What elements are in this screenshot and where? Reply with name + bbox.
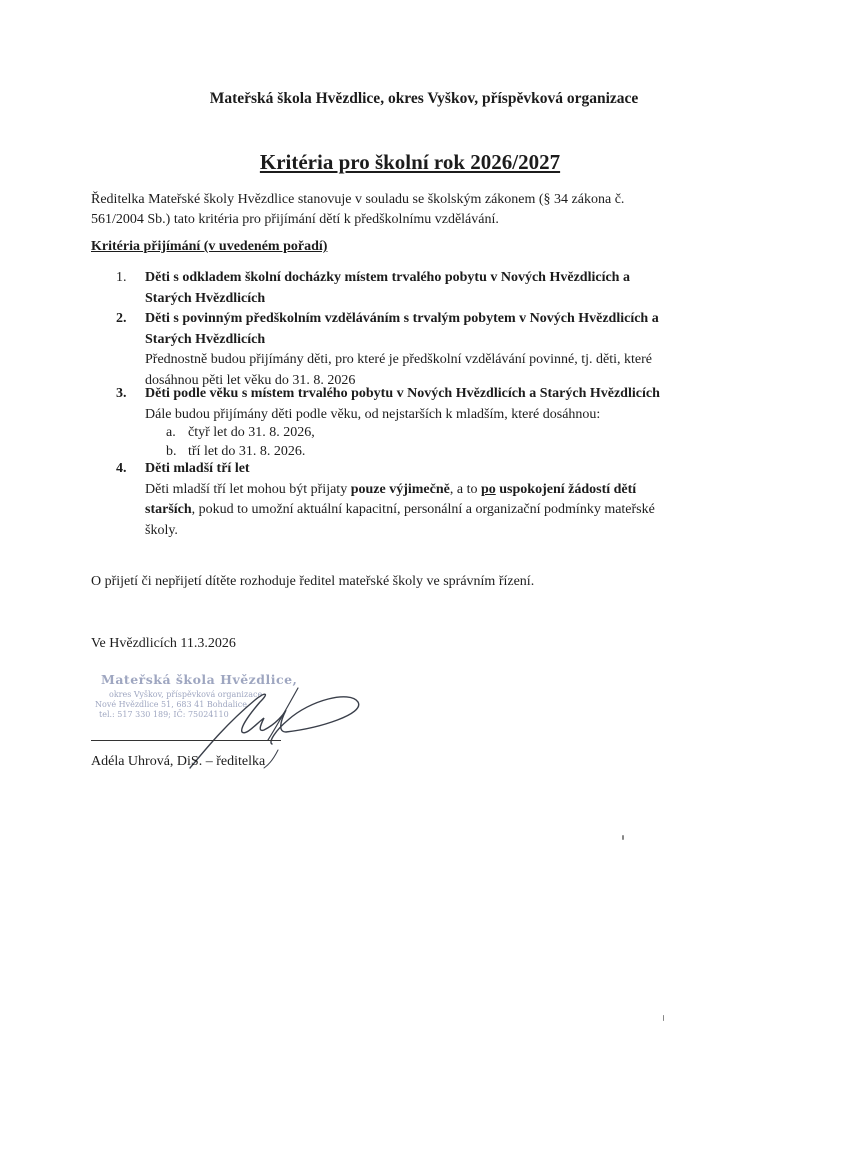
emphasis-text: uspokojení žádostí dětí [499,481,637,497]
item-title: Děti podle věku s místem trvalého pobytu v Nových Hvězdlicích a Starých Hvězdlicích [145,386,660,401]
criteria-item [145,459,655,541]
item-title: Starých Hvězdlicích [145,290,266,306]
emphasis-text: starších [145,502,192,517]
sub-item-text: tří let do 31. 8. 2026. [188,444,306,459]
date-place: Ve Hvězdlicích 11.3.2026 [91,636,236,651]
intro-paragraph [91,190,624,230]
emphasis-text: pouze výjimečně [350,481,450,497]
stamp-line: Nové Hvězdlice 51, 683 41 Bohdalice [95,700,247,709]
page-title: Kritéria pro školní rok 2026/2027 [259,150,561,174]
intro-line: Ředitelka Mateřské školy Hvězdlice stanovuje v souladu se školským zákonem (§ 34 zákona č. [91,192,625,207]
text-run: Děti mladší tří let mohou být přijaty [145,481,351,497]
item-number: 3. [116,386,127,401]
signer-name: Adéla Uhrová, DiS. – ředitelka [91,754,266,769]
item-title: Děti s odkladem školní docházky místem trvalého pobytu v Nových Hvězdlicích a [145,270,630,285]
school-name: Mateřská škola Hvězdlice, okres Vyškov, příspěvková organizace [209,90,639,107]
criteria-item [145,309,659,391]
item-text: dosáhnou pěti let věku do 31. 8. 2026 [145,372,356,388]
item-text: Přednostně budou přijímány děti, pro které je předškolní vzdělávání povinné, tj. děti, které [145,352,652,367]
item-number: 1. [116,270,127,285]
item-text [145,480,655,501]
scan-speck [663,1015,664,1021]
criteria-heading: Kritéria přijímání (v uvedeném pořadí) [91,239,328,254]
item-number: 4. [116,461,127,476]
item-number: 2. [116,311,127,326]
item-text: Dále budou přijímány děti podle věku, od nejstarších k mladším, které dosáhnou: [145,406,601,422]
intro-line: 561/2004 Sb.) tato kritéria pro přijímání dětí k předškolnímu vzdělávání. [91,212,499,227]
item-title: Děti s povinným předškolním vzděláváním s trvalým pobytem v Nových Hvězdlicích a [145,311,659,326]
sub-letter: b. [166,444,177,459]
item-text: školy. [145,522,178,538]
stamp-line: tel.: 517 330 189; IČ: 75024110 [99,710,229,719]
sub-letter: a. [166,425,176,440]
criteria-item [145,268,630,309]
signature-line [91,740,281,741]
item-title: Starých Hvězdlicích [145,331,266,347]
text-run: , pokud to umožní aktuální kapacitní, personální a organizační podmínky mateřské [191,502,655,517]
emphasis-text: po [480,481,496,497]
item-text [145,500,655,521]
stamp-line: okres Vyškov, příspěvková organizace [109,690,263,699]
criteria-item [145,384,660,425]
text-run: , a to [449,481,481,497]
stamp-line: Mateřská škola Hvězdlice, [101,672,298,687]
sub-item-text: čtyř let do 31. 8. 2026, [188,425,315,440]
item-title: Děti mladší tří let [145,461,250,476]
decision-statement: O přijetí či nepřijetí dítěte rozhoduje ředitel mateřské školy ve správním řízení. [91,574,535,589]
scan-speck [622,835,624,840]
